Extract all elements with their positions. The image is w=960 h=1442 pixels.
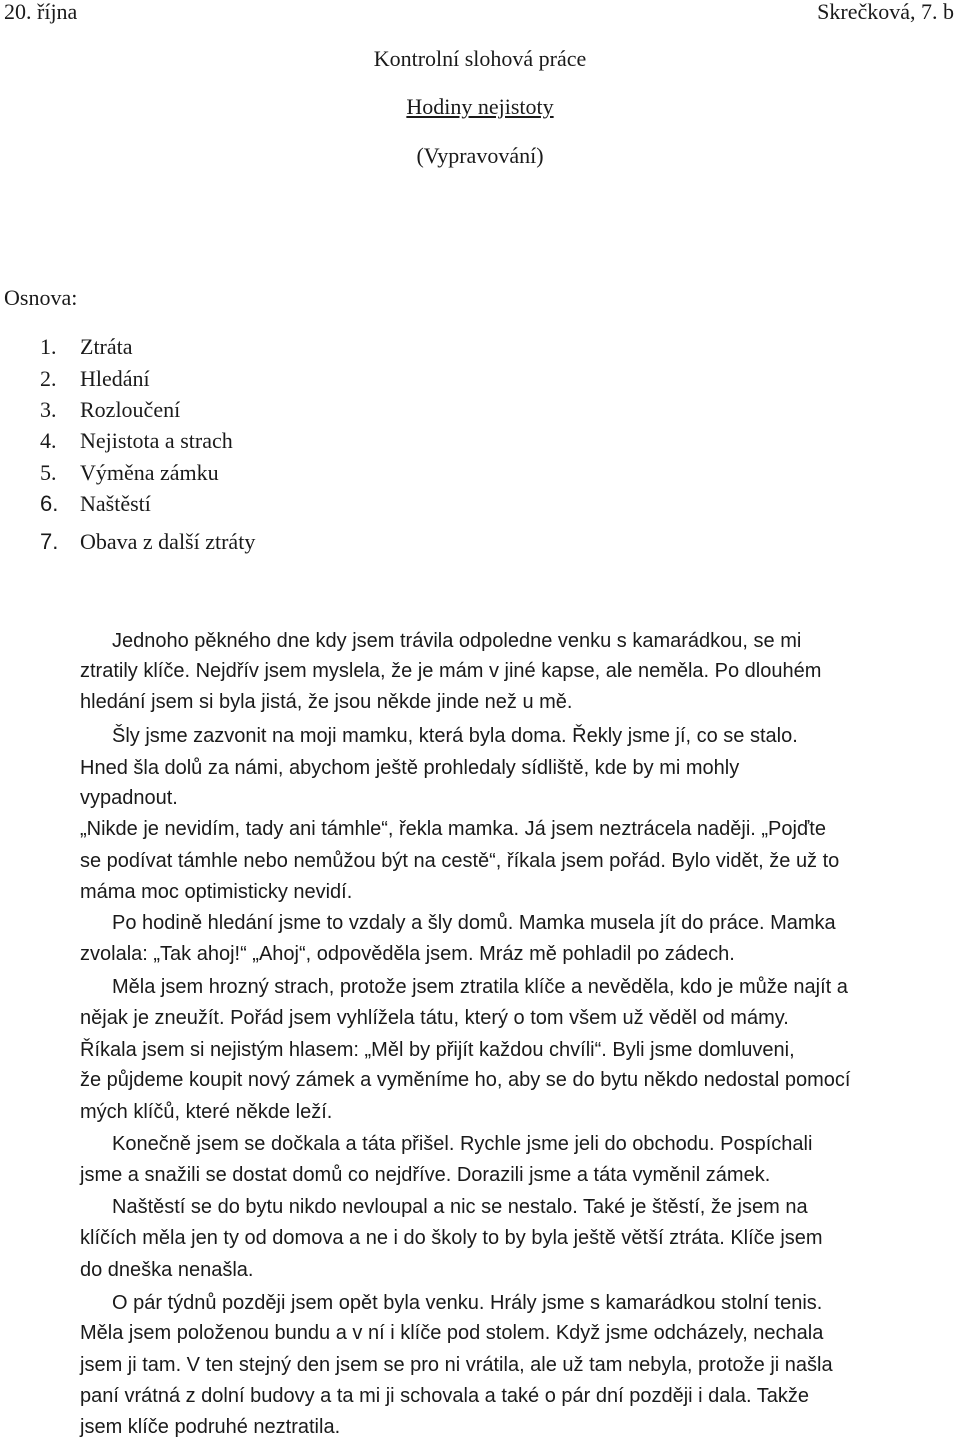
outline-item-number: 3. xyxy=(40,397,57,422)
body-line: že půjdeme koupit nový zámek a vyměníme ho, aby se do bytu někdo nedostal pomocí xyxy=(80,1069,851,1091)
outline-item xyxy=(40,460,219,486)
body-line: O pár týdnů později jsem opět byla venku. Hrály jsme s kamarádkou stolní tenis. xyxy=(112,1292,823,1314)
body-line: máma moc optimisticky nevidí. xyxy=(80,881,353,903)
body-line: se podívat támhle nebo nemůžou být na cestě“, říkala jsem pořád. Bylo vidět, že už to xyxy=(80,850,840,872)
outline-item xyxy=(40,334,133,360)
body-line: Po hodině hledání jsme to vzdaly a šly domů. Mamka musela jít do práce. Mamka xyxy=(112,912,836,934)
body-line: Měla jsem položenou bundu a v ní i klíče pod stolem. Když jsme odcházely, nechala xyxy=(80,1322,824,1344)
outline-item-text: Rozloučení xyxy=(80,397,181,422)
body-line: jsme a snažili se dostat domů co nejdříve. Dorazili jsme a táta vyměnil zámek. xyxy=(80,1164,771,1186)
body-line: Šly jsme zazvonit na moji mamku, která byla doma. Řekly jsme jí, co se stalo. xyxy=(112,725,798,747)
body-line: jsem ji tam. V ten stejný den jsem se pro ni vrátila, ale už tam nebyla, protože ji našla xyxy=(80,1354,833,1376)
body-line: hledání jsem si byla jistá, že jsou někde jinde než u mě. xyxy=(80,691,573,713)
body-line: mých klíčů, které někde leží. xyxy=(80,1101,333,1123)
outline-item xyxy=(40,529,256,555)
outline-item-text: Obava z další ztráty xyxy=(80,529,256,554)
outline-item-number: 2. xyxy=(40,366,57,391)
outline-label: Osnova: xyxy=(4,285,78,310)
outline-item-number: 6. xyxy=(40,491,59,516)
body-line: do dneška nenašla. xyxy=(80,1259,254,1281)
body-line: nějak je zneužít. Pořád jsem vyhlížela tátu, který o tom všem už věděl od mámy. xyxy=(80,1007,789,1029)
outline-item xyxy=(40,397,181,423)
body-line: Měla jsem hrozný strach, protože jsem ztratila klíče a nevěděla, kdo je může najít a xyxy=(112,976,848,998)
body-line: paní vrátná z dolní budovy a ta mi ji schovala a také o pár dní později i dala. Takže xyxy=(80,1385,809,1407)
body-line: „Nikde je nevidím, tady ani támhle“, řekla mamka. Já jsem neztrácela naději. „Pojďte xyxy=(80,818,826,840)
document-title: Kontrolní slohová práce xyxy=(373,46,587,71)
outline-item xyxy=(40,491,151,517)
body-line: jsem klíče podruhé neztratila. xyxy=(80,1416,341,1438)
outline-item-text: Naštěstí xyxy=(80,491,151,516)
outline-item-text: Výměna zámku xyxy=(80,460,219,485)
essay-genre: (Vypravování) xyxy=(416,143,544,168)
body-line: zvolala: „Tak ahoj!“ „Ahoj“, odpověděla jsem. Mráz mě pohladil po zádech. xyxy=(80,943,735,965)
outline-item-text: Nejistota a strach xyxy=(80,428,233,453)
body-line: Naštěstí se do bytu nikdo nevloupal a nic se nestalo. Také je štěstí, že jsem na xyxy=(112,1196,808,1218)
outline-item-text: Ztráta xyxy=(80,334,133,359)
body-line: klíčích měla jen ty od domova a ne i do školy to by byla ještě větší ztráta. Klíče jsem xyxy=(80,1227,823,1249)
body-line: Jednoho pěkného dne kdy jsem trávila odpoledne venku s kamarádkou, se mi xyxy=(112,630,802,652)
body-line: Hned šla dolů za námi, abychom ještě prohledaly sídliště, kde by mi mohly xyxy=(80,757,740,779)
outline-item xyxy=(40,366,150,392)
outline-item-number: 4. xyxy=(40,428,57,453)
body-line: ztratily klíče. Nejdřív jsem myslela, že je mám v jiné kapse, ale neměla. Po dlouhém xyxy=(80,660,822,682)
outline-item-number: 1. xyxy=(40,334,57,359)
header-author: Skrečková, 7. b xyxy=(817,0,954,24)
body-line: vypadnout. xyxy=(80,787,178,809)
outline-item-text: Hledání xyxy=(80,366,150,391)
outline-item-number: 5. xyxy=(40,460,57,485)
body-line: Říkala jsem si nejistým hlasem: „Měl by přijít každou chvíli“. Byli jsme domluveni, xyxy=(80,1039,795,1061)
outline-item-number: 7. xyxy=(40,529,59,554)
body-line: Konečně jsem se dočkala a táta přišel. Rychle jsme jeli do obchodu. Pospíchali xyxy=(112,1133,813,1155)
outline-item xyxy=(40,428,233,454)
essay-topic: Hodiny nejistoty xyxy=(406,94,554,119)
header-date: 20. října xyxy=(4,0,78,24)
